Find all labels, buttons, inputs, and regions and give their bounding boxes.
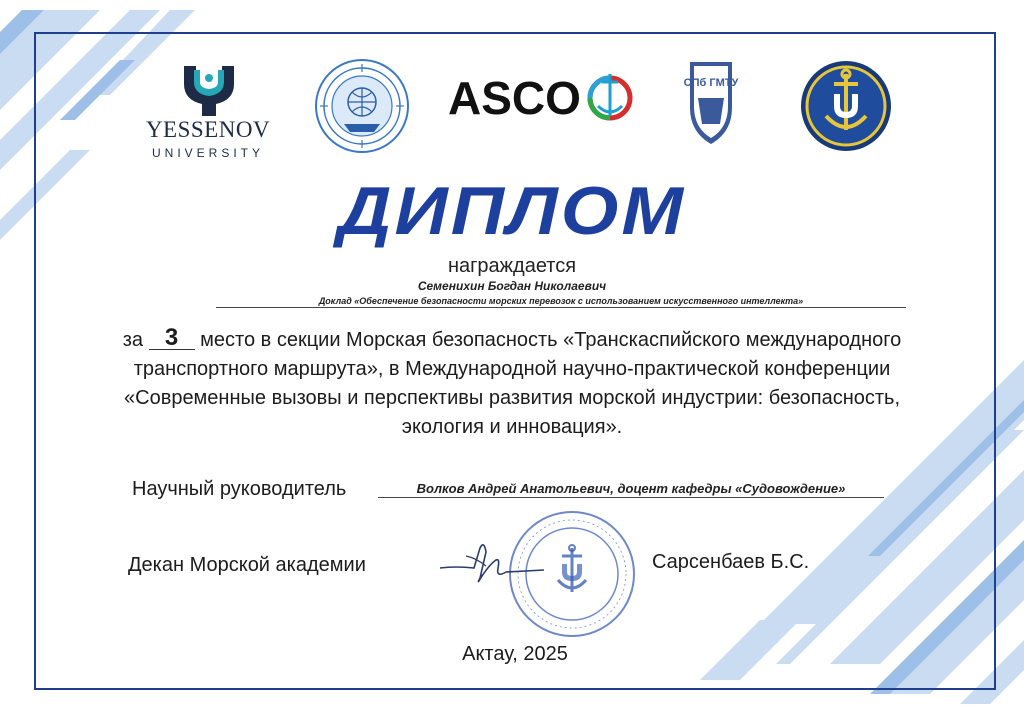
- yessenov-logo-icon: [178, 60, 240, 120]
- maritime-academy-seal-icon: [314, 58, 410, 154]
- yessenov-name: YESSENOV: [145, 117, 271, 142]
- dean-name: Сарсенбаев Б.С.: [652, 551, 810, 573]
- place-number: 3: [149, 327, 195, 350]
- supervisor-name: Волков Андрей Анатольевич, доцент кафедры «Судовождение»: [378, 481, 884, 498]
- anchor-emblem-icon: [800, 60, 892, 152]
- award-prefix: за: [122, 329, 144, 351]
- diploma-title: ДИПЛОМ: [338, 172, 686, 249]
- report-title: Доклад «Обеспечение безопасности морских перевозок с использованием искусственного интеллекта»: [216, 296, 906, 308]
- supervisor-label: Научный руководитель: [132, 478, 347, 500]
- recipient-name: Семенихин Богдан Николаевич: [417, 279, 607, 293]
- award-description: место в секции Морская безопасность «Транскаспийского международного транспортного маршрута», в Международной научно-практической конференции «Современные вызовы и перспективы развития морской индустрии: безопасность, экология и инновация».: [124, 329, 902, 438]
- yessenov-subtitle: UNIVERSITY: [151, 146, 264, 160]
- spbgmtu-logo-icon: [676, 58, 746, 148]
- dean-label: Декан Морской академии: [128, 554, 366, 576]
- asco-logo-text: ASCO: [448, 72, 581, 124]
- asco-logo-icon: [448, 70, 638, 126]
- award-text: [108, 326, 916, 442]
- spbgmtu-text: СПб ГМТУ: [683, 77, 739, 89]
- place-and-year: Актау, 2025: [462, 643, 568, 665]
- awarded-label: награждается: [447, 255, 577, 277]
- dean-signature-icon: [436, 538, 546, 588]
